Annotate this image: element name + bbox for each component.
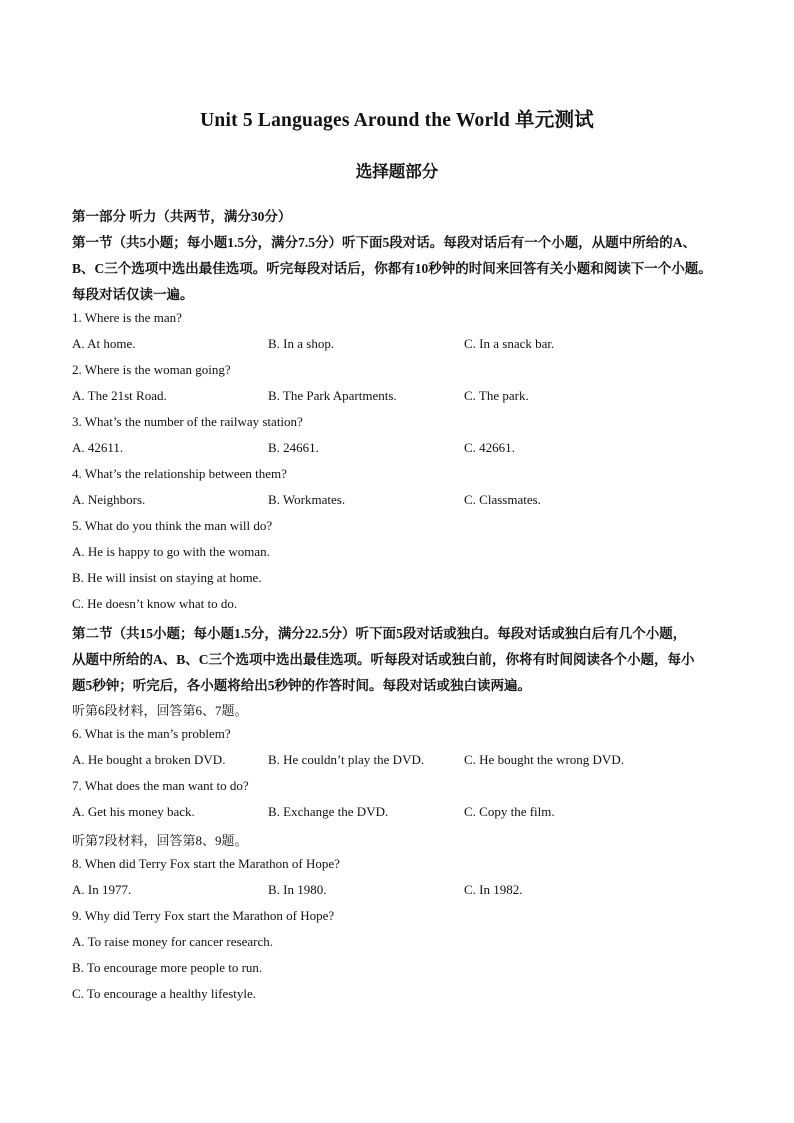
option-b: B. To encourage more people to run.	[72, 960, 263, 975]
option-b: B. Exchange the DVD.	[268, 804, 389, 819]
section2-instruction-line: 题5秒钟；听完后，各小题将给出5秒钟的作答时间。每段对话或独白读两遍。	[72, 678, 531, 693]
option-c: C. To encourage a healthy lifestyle.	[72, 986, 257, 1001]
option-b: B. Workmates.	[268, 492, 346, 507]
option-a: A. To raise money for cancer research.	[72, 934, 273, 949]
option-b: B. The Park Apartments.	[268, 388, 397, 403]
option-b: B. In a shop.	[268, 336, 335, 351]
question-text: 8. When did Terry Fox start the Marathon of Hope?	[72, 856, 340, 871]
question-text: 9. Why did Terry Fox start the Marathon of Hope?	[72, 908, 335, 923]
question-text: 2. Where is the woman going?	[72, 362, 231, 377]
option-a: A. At home.	[72, 336, 136, 351]
section1-instruction-line: B、C三个选项中选出最佳选项。听完每段对话后，你都有10秒钟的时间来回答有关小题和阅读下一个小题。	[72, 261, 712, 276]
section-subtitle: 选择题部分	[355, 162, 439, 181]
section2-instruction-line: 从题中所给的A、B、C三个选项中选出最佳选项。听每段对话或独白前，你将有时间阅读各个小题，每小	[72, 652, 695, 667]
question-text: 4. What’s the relationship between them?	[72, 466, 287, 481]
option-a: A. He is happy to go with the woman.	[72, 544, 270, 559]
option-c: C. He bought the wrong DVD.	[464, 752, 624, 767]
option-a: A. Get his money back.	[72, 804, 195, 819]
section2-instruction-line: 第二节（共15小题；每小题1.5分，满分22.5分）听下面5段对话或独白。每段对话或独白后有几个小题，	[72, 626, 687, 641]
question-text: 7. What does the man want to do?	[72, 778, 249, 793]
option-b: B. He will insist on staying at home.	[72, 570, 262, 585]
section1-instruction-line: 第一节（共5小题；每小题1.5分，满分7.5分）听下面5段对话。每段对话后有一个小题，从题中所给的A、	[72, 235, 696, 250]
option-a: A. He bought a broken DVD.	[72, 752, 226, 767]
material-note: 听第6段材料，回答第6、7题。	[72, 703, 248, 718]
option-c: C. 42661.	[464, 440, 515, 455]
question-text: 5. What do you think the man will do?	[72, 518, 273, 533]
option-b: B. He couldn’t play the DVD.	[268, 752, 425, 767]
option-c: C. In 1982.	[464, 882, 523, 897]
option-b: B. In 1980.	[268, 882, 327, 897]
page-title: Unit 5 Languages Around the World 单元测试	[200, 110, 594, 131]
option-a: A. Neighbors.	[72, 492, 146, 507]
option-c: C. In a snack bar.	[464, 336, 555, 351]
option-a: A. In 1977.	[72, 882, 132, 897]
option-a: A. The 21st Road.	[72, 388, 167, 403]
question-text: 6. What is the man’s problem?	[72, 726, 231, 741]
option-a: A. 42611.	[72, 440, 124, 455]
option-b: B. 24661.	[268, 440, 319, 455]
question-text: 3. What’s the number of the railway station?	[72, 414, 303, 429]
option-c: C. He doesn’t know what to do.	[72, 596, 238, 611]
question-text: 1. Where is the man?	[72, 310, 182, 325]
option-c: C. Classmates.	[464, 492, 541, 507]
part1-heading: 第一部分 听力（共两节，满分30分）	[72, 209, 292, 224]
option-c: C. Copy the film.	[464, 804, 555, 819]
material-note: 听第7段材料，回答第8、9题。	[72, 833, 248, 848]
option-c: C. The park.	[464, 388, 529, 403]
section1-instruction-line: 每段对话仅读一遍。	[72, 287, 194, 302]
